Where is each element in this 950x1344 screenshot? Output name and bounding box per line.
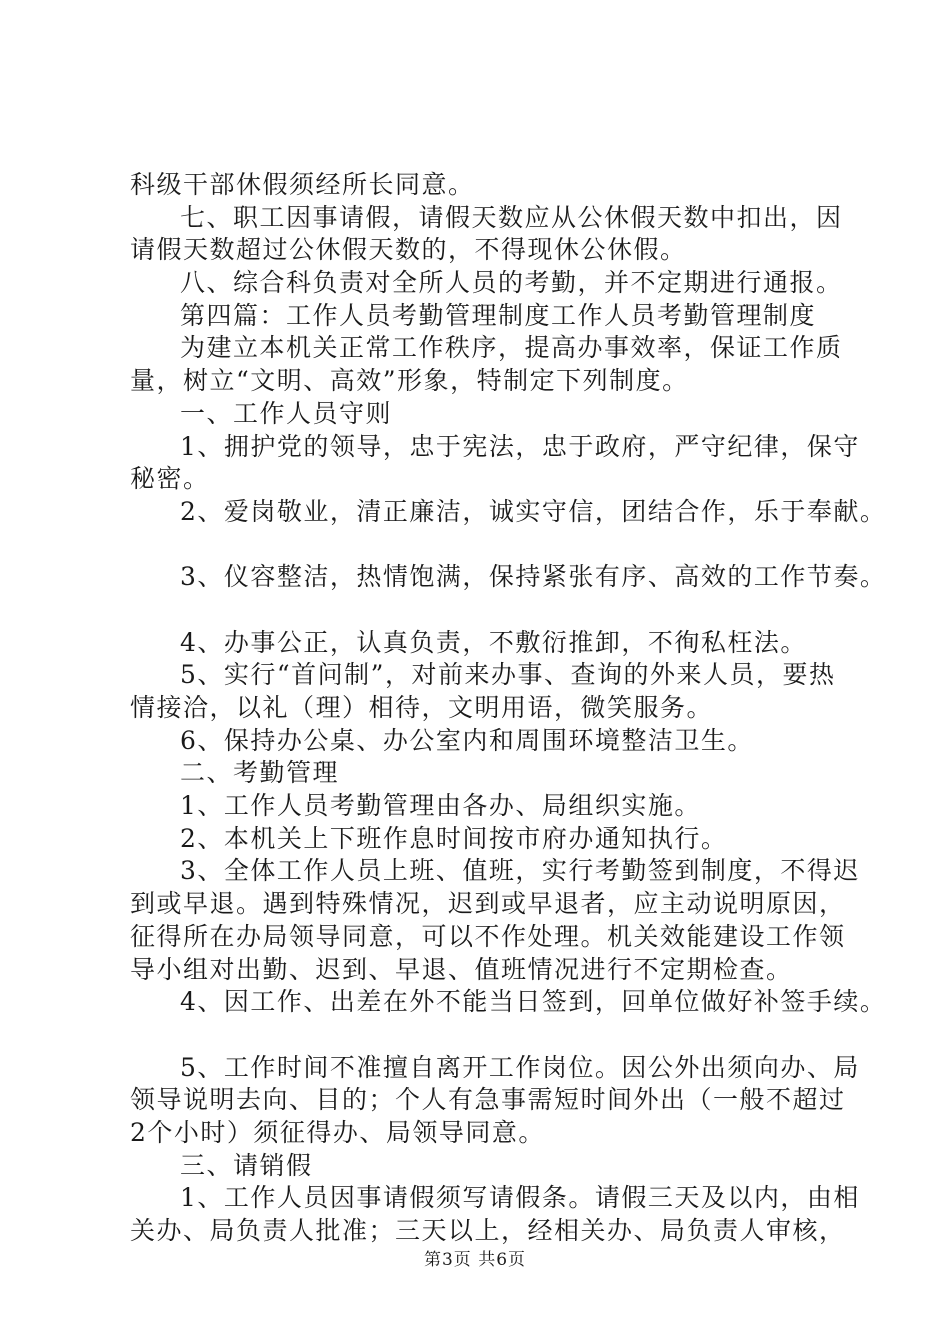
document-body	[130, 169, 887, 1248]
text-line: 6、保持办公桌、办公室内和周围环境整洁卫生。	[180, 725, 754, 755]
text-line: 3、全体工作人员上班、值班，实行考勤签到制度，不得迟	[180, 856, 860, 886]
text-line: 4、因工作、出差在外不能当日签到，回单位做好补签手续。	[180, 987, 887, 1017]
text-line: 领导说明去向、目的；个人有急事需短时间外出（一般不超过	[130, 1085, 846, 1115]
text-line: 1、拥护党的领导，忠于宪法，忠于政府，严守纪律，保守	[180, 431, 860, 461]
text-line: 征得所在办局领导同意，可以不作处理。机关效能建设工作领	[130, 921, 846, 951]
blank-line	[130, 594, 850, 627]
text-line: 七、职工因事请假，请假天数应从公休假天数中扣出，因	[180, 202, 843, 232]
text-line: 量，树立“文明、高效”形象，特制定下列制度。	[130, 366, 689, 396]
text-line: 2个小时）须征得办、局领导同意。	[130, 1117, 545, 1147]
text-line: 第四篇：工作人员考勤管理制度工作人员考勤管理制度	[180, 300, 817, 330]
text-line: 导小组对出勤、迟到、早退、值班情况进行不定期检查。	[130, 954, 793, 984]
blank-line	[130, 1019, 850, 1052]
text-line: 5、实行“首问制”，对前来办事、查询的外来人员，要热	[180, 660, 836, 690]
text-line: 3、仪容整洁，热情饱满，保持紧张有序、高效的工作节奏。	[180, 562, 887, 592]
text-line: 2、爱岗敬业，清正廉洁，诚实守信，团结合作，乐于奉献。	[180, 496, 887, 526]
blank-line	[130, 529, 850, 562]
text-line: 三、请销假	[180, 1150, 313, 1180]
text-line: 科级干部休假须经所长同意。	[130, 170, 475, 199]
text-line: 情接洽，以礼（理）相待，文明用语，微笑服务。	[130, 693, 714, 722]
text-line: 4、办事公正，认真负责，不敷衍推卸，不徇私枉法。	[180, 627, 807, 657]
text-line: 5、工作时间不准擅自离开工作岗位。因公外出须向办、局	[180, 1052, 860, 1082]
text-line: 二、考勤管理	[180, 758, 340, 788]
text-line: 关办、局负责人批准；三天以上，经相关办、局负责人审核，	[130, 1216, 846, 1245]
text-line: 秘密。	[130, 464, 210, 494]
text-line: 1、工作人员因事请假须写请假条。请假三天及以内，由相	[180, 1183, 860, 1213]
page-footer: 第3页 共6页	[423, 1250, 527, 1270]
text-line: 为建立本机关正常工作秩序，提高办事效率，保证工作质	[180, 333, 843, 363]
text-line: 八、综合科负责对全所人员的考勤，并不定期进行通报。	[180, 268, 843, 298]
text-line: 到或早退。遇到特殊情况，迟到或早退者，应主动说明原因，	[130, 889, 846, 919]
text-line: 2、本机关上下班作息时间按市府办通知执行。	[180, 823, 728, 853]
text-line: 请假天数超过公休假天数的，不得现休公休假。	[130, 235, 687, 265]
text-line: 1、工作人员考勤管理由各办、局组织实施。	[180, 791, 701, 821]
text-line: 一、工作人员守则	[180, 398, 393, 428]
